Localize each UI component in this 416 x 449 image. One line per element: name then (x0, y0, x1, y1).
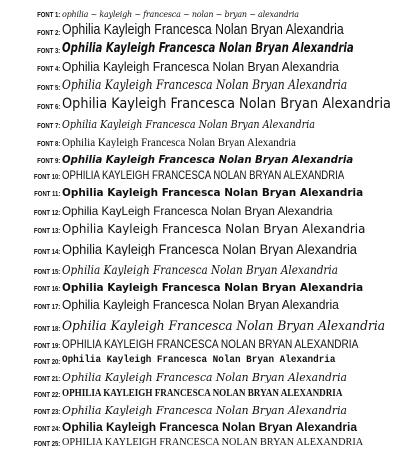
font-label: FONT 14: (33, 249, 61, 256)
font-row-18 (0, 311, 416, 333)
font-row-4 (0, 55, 416, 73)
font-row-7 (0, 111, 416, 130)
font-row-13 (0, 217, 416, 235)
font-sample-text: Ophilia Kayleigh Francesca Nolan Bryan Alexandria (62, 96, 391, 111)
font-sample-text: Ophilia Kayleigh Francesca Nolan Bryan Alexandria (62, 281, 364, 293)
font-sample-text: Ophilia Kayleigh Francesca Nolan Bryan Alexandria (62, 153, 354, 165)
font-sample-text: Ophilia Kayleigh Francesca Nolan Bryan Alexandria (62, 135, 296, 148)
font-label: FONT 17: (33, 304, 61, 311)
font-sample-text: OPHILIA KAYLEIGH FRANCESCA NOLAN BRYAN ALEXANDRIA (62, 436, 364, 448)
font-sample-text: Ophilia Kayleigh Francesca Nolan Bryan Alexandria (62, 263, 338, 276)
font-row-20 (0, 350, 416, 366)
font-sample-text: Ophilia Kayleigh Francesca Nolan Bryan Alexandria (62, 319, 386, 333)
font-label: FONT 5: (37, 85, 61, 92)
font-sample-text: Ophilia Kayleigh Francesca Nolan Bryan Alexandria (62, 78, 348, 92)
font-row-8 (0, 131, 416, 148)
font-sample-text: OPHILIA KAYLEIGH FRANCESCA NOLAN BRYAN ALEXANDRIA (62, 337, 359, 350)
font-row-9 (0, 148, 416, 165)
font-sample-text: Ophilia Kayleigh Francesca Nolan Bryan Alexandria (62, 371, 347, 383)
font-row-24 (0, 416, 416, 433)
font-label: FONT 16: (33, 286, 61, 293)
font-row-14 (0, 235, 416, 256)
font-sample-text: Ophilia Kayleigh Francesca Nolan Bryan Alexandria (62, 41, 354, 55)
font-sample-text: Ophilia Kayleigh Francesca Nolan Bryan Alexandria (62, 404, 347, 416)
font-row-15 (0, 256, 416, 276)
font-sample-text: Ophilia Kayleigh Francesca Nolan Bryan Alexandria (62, 118, 315, 130)
font-sample-text: Ophilia Kayleigh Francesca Nolan Bryan Alexandria (62, 186, 364, 198)
font-row-5 (0, 73, 416, 92)
font-label: FONT 18: (33, 326, 61, 333)
font-sample-text: Ophilia Kayleigh Francesca Nolan Bryan Alexandria (62, 297, 339, 311)
font-sample-text: Ophilia Kayleigh Francesca Nolan Bryan Alexandria (62, 59, 339, 73)
font-label: FONT 15: (33, 269, 61, 276)
font-label: FONT 8: (37, 141, 61, 148)
font-label: FONT 10: (33, 174, 61, 181)
font-label: FONT 13: (33, 228, 61, 235)
font-sample-text: Ophilia Kayleigh Francesca Nolan Bryan Alexandria (62, 222, 366, 235)
font-sample-text: OPHILIA KAYLEIGH FRANCESCA NOLAN BRYAN ALEXANDRIA (62, 388, 343, 399)
font-label: FONT 4: (37, 66, 61, 73)
font-sample-text: OPHILIA KAYLEIGH FRANCESCA NOLAN BRYAN ALEXANDRIA (62, 168, 345, 181)
font-sample-text: Ophilia KayLeigh Francesca Nolan Bryan Alexandria (62, 204, 333, 217)
font-row-21 (0, 366, 416, 383)
font-sample-text: Ophilia Kayleigh Francesca Nolan Bryan Alexandria (62, 420, 357, 433)
font-row-2 (0, 18, 416, 37)
font-row-22 (0, 383, 416, 399)
font-row-11 (0, 181, 416, 198)
font-row-16 (0, 276, 416, 293)
font-label: FONT 23: (33, 409, 61, 416)
font-row-17 (0, 293, 416, 311)
font-row-10 (0, 164, 416, 181)
font-label: FONT 11: (34, 191, 61, 198)
font-label: FONT 22: (33, 392, 61, 399)
font-sample-text: Ophilia Kayleigh Francesca Nolan Bryan Alexandria (62, 355, 336, 366)
font-label: FONT 21: (33, 376, 61, 383)
font-row-6 (0, 92, 416, 111)
font-label: FONT 9: (37, 158, 61, 165)
font-label: FONT 20: (33, 359, 61, 366)
font-label: FONT 19: (33, 343, 61, 350)
font-label: FONT 25: (33, 441, 61, 448)
font-row-3 (0, 37, 416, 55)
font-label: FONT 7: (37, 123, 61, 130)
font-sample-text: Ophilia Kayleigh Francesca Nolan Bryan Alexandria (62, 21, 344, 37)
font-sample-text: ophilia ~ kayleigh ~ francesca ~ nolan ~ bryan ~ alexandria (62, 10, 299, 19)
font-label: FONT 3: (37, 48, 61, 55)
font-label: FONT 12: (33, 210, 61, 217)
font-label: FONT 2: (37, 30, 61, 37)
font-row-1 (0, 4, 416, 19)
font-label: FONT 1: (37, 12, 61, 19)
font-label: FONT 24: (33, 426, 61, 433)
font-sample-text: Ophilia Kayleigh Francesca Nolan Bryan Alexandria (62, 241, 357, 256)
font-label: FONT 6: (37, 104, 61, 111)
font-row-12 (0, 199, 416, 217)
font-row-25 (0, 433, 416, 448)
font-row-19 (0, 333, 416, 350)
font-row-23 (0, 399, 416, 416)
